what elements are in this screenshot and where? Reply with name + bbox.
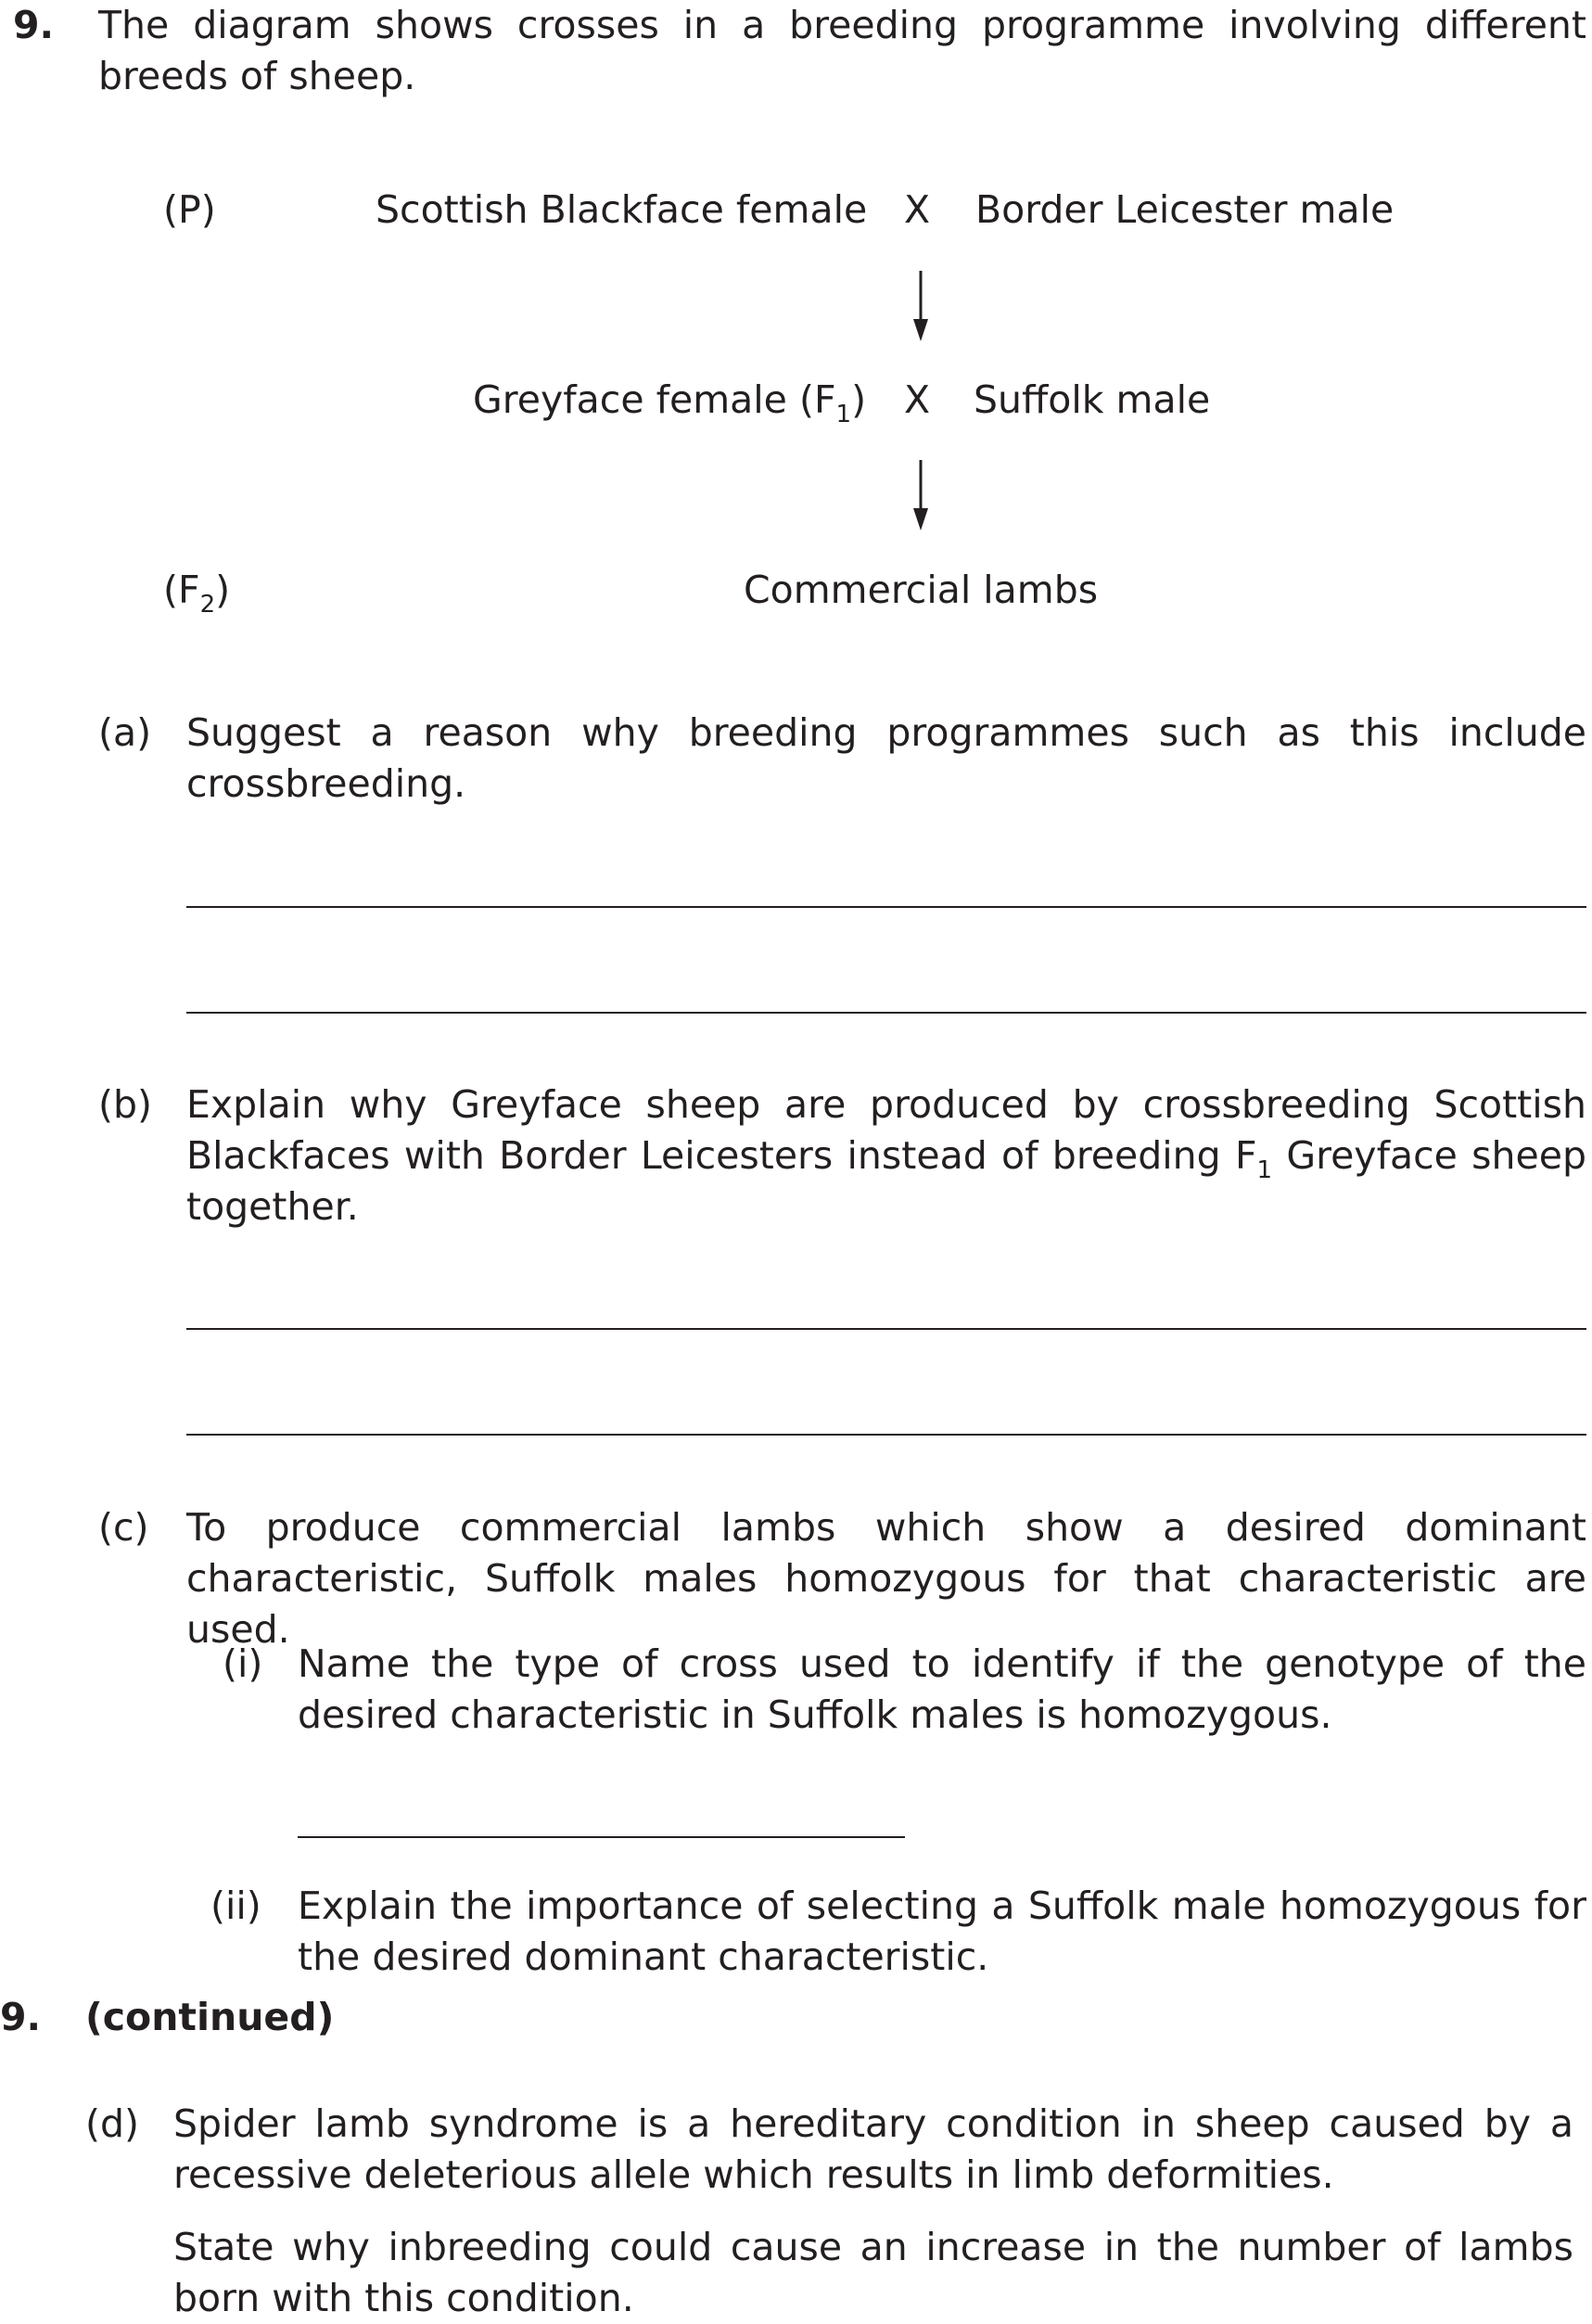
cross-symbol-1: X <box>904 187 931 232</box>
arrow-down-icon <box>911 271 930 341</box>
part-d-statement: Spider lamb syndrome is a hereditary condition in sheep caused by a recessive deleterious allele which results in limb deformities. <box>173 2101 1573 2197</box>
suffolk-male: Suffolk male <box>974 377 1211 422</box>
border-leicester-male: Border Leicester male <box>975 187 1395 232</box>
answer-line-c-i[interactable] <box>298 1836 905 1838</box>
answer-line-b2[interactable] <box>186 1434 1586 1436</box>
answer-line-a1[interactable] <box>186 906 1586 908</box>
continued-question-number: 9. <box>0 1995 42 2039</box>
part-c-ii-label: (ii) <box>210 1883 261 1928</box>
arrow-down-icon <box>911 460 930 530</box>
part-c-i-question: Name the type of cross used to identify if the genotype of the desired characteristic in Suffolk males is homozygous. <box>298 1641 1586 1737</box>
breeding-diagram <box>0 0 1592 649</box>
continued-label: (continued) <box>85 1995 335 2039</box>
part-c-question: To produce commercial lambs which show a desired dominant characteristic, Suffolk males homozygous for that characteristic are used. <box>186 1505 1586 1652</box>
question-stem: The diagram shows crosses in a breeding programme involving different breeds of sheep. <box>98 3 1586 98</box>
part-b-question: Explain why Greyface sheep are produced by crossbreeding Scottish Blackfaces with Border Leicesters instead of breeding $F_1$ Greyface sheep together. <box>186 1082 1586 1229</box>
part-a-label: (a) <box>98 710 152 755</box>
f2-generation-label: $(F_2)$ <box>163 568 231 619</box>
cross-symbol-2: X <box>904 377 931 422</box>
commercial-lambs: Commercial lambs <box>744 568 1099 612</box>
part-d-label: (d) <box>85 2101 140 2146</box>
part-a-question: Suggest a reason why breeding programmes such as this include crossbreeding. <box>186 710 1586 806</box>
scottish-blackface-female: Scottish Blackface female <box>376 187 868 232</box>
greyface-female-f1: Greyface female $(F_1)$ <box>473 377 867 428</box>
answer-line-b1[interactable] <box>186 1328 1586 1330</box>
part-d-question: State why inbreeding could cause an increase in the number of lambs born with this condition. <box>173 2225 1573 2320</box>
answer-line-a2[interactable] <box>186 1012 1586 1014</box>
part-c-i-label: (i) <box>223 1641 263 1686</box>
part-b-label: (b) <box>98 1082 153 1127</box>
parent-generation-label: (P) <box>163 187 216 232</box>
part-c-ii-question: Explain the importance of selecting a Suffolk male homozygous for the desired dominant characteristic. <box>298 1883 1586 1979</box>
part-c-label: (c) <box>98 1505 149 1550</box>
question-number: 9. <box>13 3 55 47</box>
